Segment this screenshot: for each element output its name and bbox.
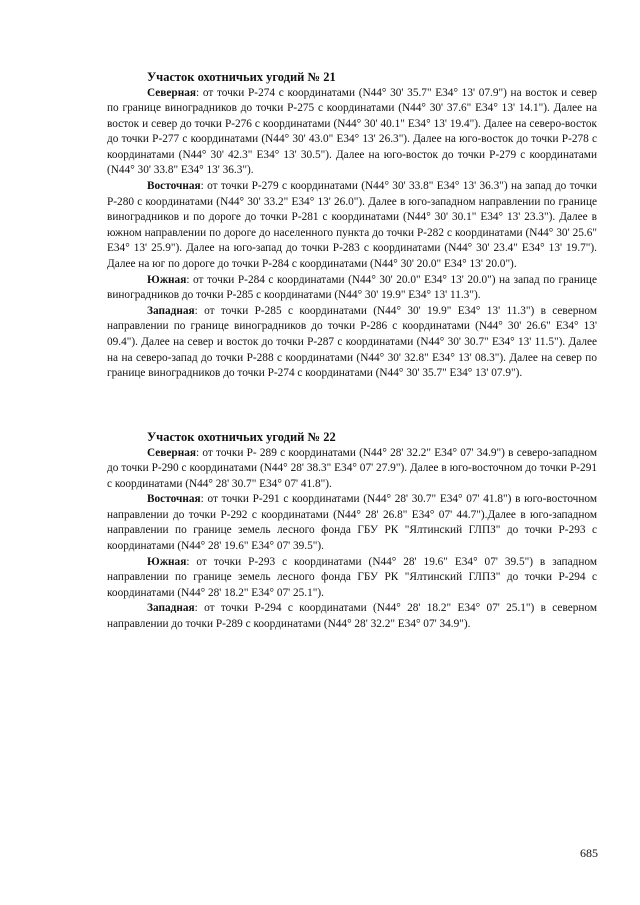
section-title: Участок охотничьих угодий № 22 xyxy=(147,430,336,444)
boundary-west xyxy=(107,601,597,632)
boundary-text: : от точки Р-293 с координатами (N44° 28' 19.6" E34° 07' 39.5") в западном направлении по границе земель лесного фонда ГБУ РК "Ялтинский ГЛПЗ" до точки Р-294 с координатами (N44° 28' 18.2" E34° 07' 25.1"). xyxy=(107,555,597,599)
boundary-text: : от точки Р-279 с координатами (N44° 30' 33.8" E34° 13' 36.3") на запад до точки Р-280 с координатами (N44° 30' 33.2" E34° 13' 26.0"). Далее в юго-западном направлении по границе виноградников и по дороге до точки Р-281 с координатами (N44° 30' 30.1" E34° 13' 23.3"). Далее в южном направлении по дороге до населенного пункта до точки Р-282 с координатами (N44° 30' 25.6" E34° 13' 25.9"). Далее на юго-запад до точки Р-283 с координатами (N44° 30' 23.4" E34° 13' 19.7"). Далее на юг по дороге до точки Р-284 с координатами (N44° 30' 20.0" E34° 13' 20.0"). xyxy=(107,180,597,271)
boundary-text: : от точки Р-285 с координатами (N44° 30' 19.9" E34° 13' 11.3") в северном направлении по границе виноградников до точки Р-286 с координатами (N44° 30' 26.6" E34° 13' 09.4"). Далее на север и восток до точки Р-287 с координатами (N44° 30' 30.7" E34° 13' 11.5"). Далее на на северо-запад до точки Р-288 с координатами (N44° 30' 32.8" E34° 13' 08.3"). Далее на север по границе виноградников до точки Р-274 с координатами (N44° 30' 35.7" E34° 13' 07.9"). xyxy=(107,304,597,380)
section-hunting-area-22 xyxy=(107,430,597,633)
boundary-text: : от точки Р-284 с координатами (N44° 30' 20.0" E34° 13' 20.0") на запад по границе виноградников до точки Р-285 с координатами (N44° 30' 19.9" E34° 13' 11.3"). xyxy=(107,273,597,302)
boundary-label: Западная xyxy=(147,602,195,615)
boundary-west xyxy=(107,304,597,382)
boundary-text: : от точки Р- 289 с координатами (N44° 28' 32.2" E34° 07' 34.9") в северо-западном до точки Р-290 с координатами (N44° 28' 38.3" E34° 07' 27.9"). Далее в юго-восточном до точки Р-291 с координатами (N44° 28' 30.7" E34° 07' 41.8"). xyxy=(107,446,597,490)
page-number: 685 xyxy=(580,846,598,860)
boundary-south xyxy=(107,555,597,602)
boundary-text: : от точки Р-274 с координатами (N44° 30' 35.7" E34° 13' 07.9") на восток и север по границе виноградников до точки Р-275 с координатами (N44° 30' 37.6" E34° 13' 14.1"). Далее на восток и север до точки Р-276 с координатами (N44° 30' 40.1" E34° 13' 19.4"). Далее на северо-восток до точки Р-277 с координатами (N44° 30' 43.0" E34° 13' 26.3"). Далее на юго-восток до точки Р-278 с координатами (N44° 30' 42.3" E34° 13' 30.5"). Далее на юго-восток до точки Р-279 с координатами (N44° 30' 33.8" E34° 13' 36.3"). xyxy=(107,86,597,177)
boundary-text: : от точки Р-291 с координатами (N44° 28' 30.7" E34° 07' 41.8") в юго-восточном направлении до точки Р-292 с координатами (N44° 28' 26.8" E34° 07' 44.7").Далее в юго-западном направлении по границе земель лесного фонда ГБУ РК "Ялтинский ГЛПЗ" до точки Р-293 с координатами (N44° 28' 19.6" E34° 07' 39.5"). xyxy=(107,493,597,553)
boundary-label: Южная xyxy=(147,273,187,286)
boundary-label: Северная xyxy=(147,446,196,459)
section-title: Участок охотничьих угодий № 21 xyxy=(147,70,336,84)
boundary-text: : от точки Р-294 с координатами (N44° 28' 18.2" E34° 07' 25.1") в северном направлении до точки Р-289 с координатами (N44° 28' 32.2" E34° 07' 34.9"). xyxy=(107,602,597,631)
boundary-east xyxy=(107,179,597,273)
boundary-label: Северная xyxy=(147,86,196,99)
boundary-east xyxy=(107,492,597,554)
boundary-south xyxy=(107,273,597,304)
boundary-north xyxy=(107,446,597,493)
boundary-north xyxy=(107,86,597,180)
boundary-label: Западная xyxy=(147,304,195,317)
boundary-label: Восточная xyxy=(147,493,201,506)
boundary-label: Восточная xyxy=(147,180,201,193)
boundary-label: Южная xyxy=(147,555,187,568)
section-hunting-area-21 xyxy=(107,70,597,382)
